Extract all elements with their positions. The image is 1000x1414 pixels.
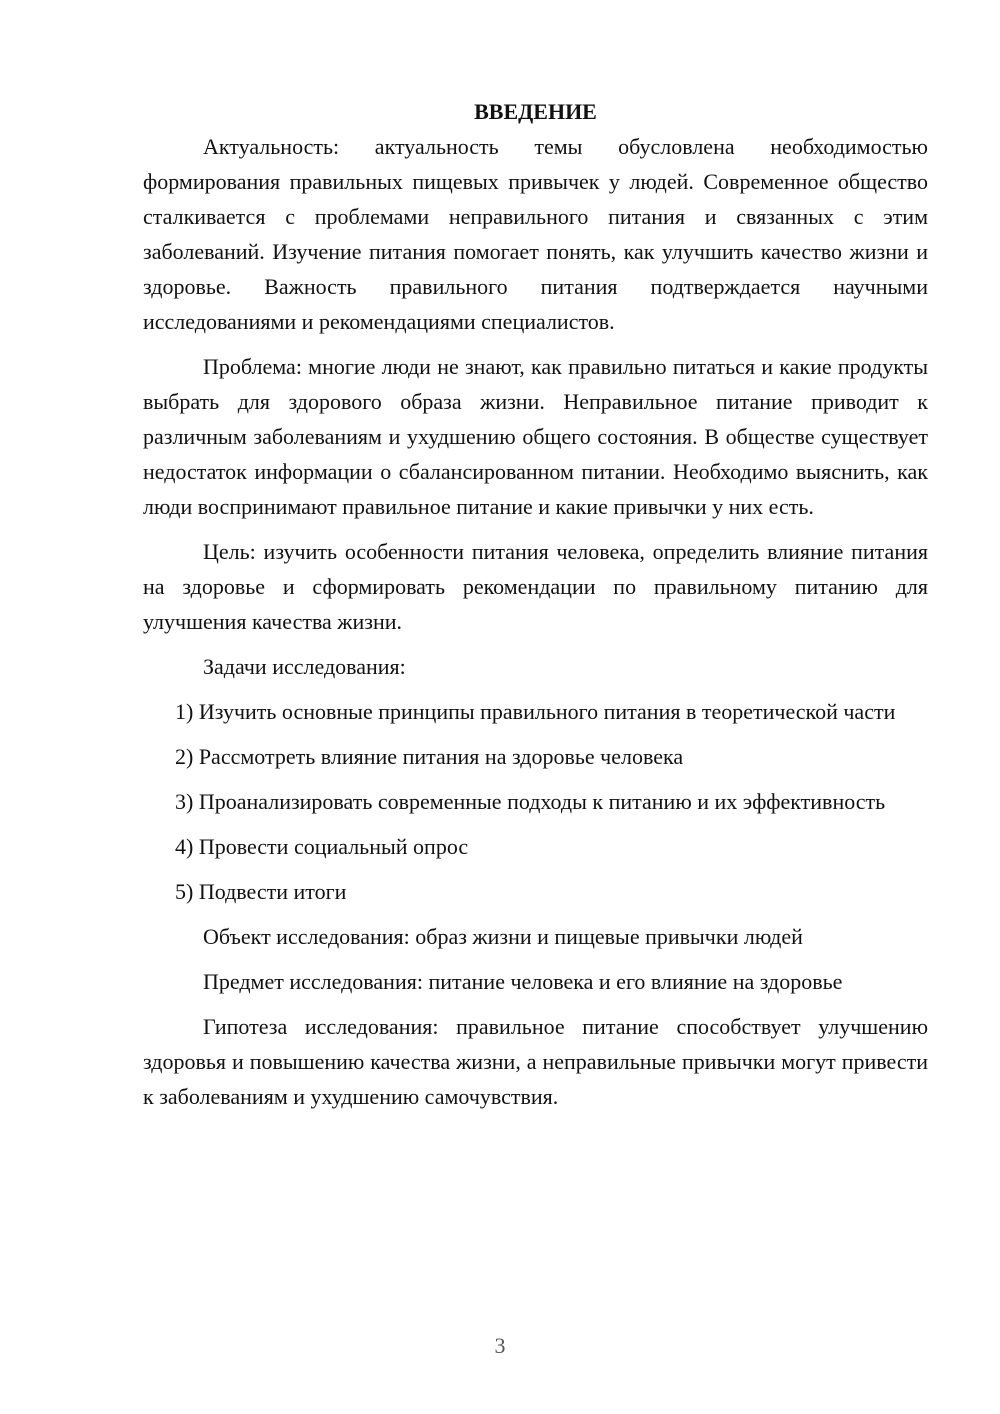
page-content <box>143 94 928 1114</box>
research-hypothesis: Гипотеза исследования: правильное питание способствует улучшению здоровья и повышению качества жизни, а неправильные привычки могут привести к заболеваниям и ухудшению самочувствия. <box>143 1014 928 1109</box>
task-item-2: 2) Рассмотреть влияние питания на здоровье человека <box>175 744 684 769</box>
page-heading: ВВЕДЕНИЕ <box>474 99 597 124</box>
research-subject: Предмет исследования: питание человека и его влияние на здоровье <box>203 969 843 994</box>
tasks-title: Задачи исследования: <box>203 654 406 679</box>
relevance-paragraph: Актуальность: актуальность темы обусловлена необходимостью формирования правильных пищевых привычек у людей. Современное общество сталкивается с проблемами неправильного питания и связанных с этим заболеваний. Изучение питания помогает понять, как улучшить качество жизни и здоровье. Важность правильного питания подтверждается научными исследованиями и рекомендациями специалистов. <box>143 134 928 334</box>
page-number: 3 <box>494 1333 506 1358</box>
problem-paragraph: Проблема: многие люди не знают, как правильно питаться и какие продукты выбрать для здорового образа жизни. Неправильное питание приводит к различным заболеваниям и ухудшению общего состояния. В обществе существует недостаток информации о сбалансированном питании. Необходимо выяснить, как люди воспринимают правильное питание и какие привычки у них есть. <box>143 354 928 519</box>
task-item-1: 1) Изучить основные принципы правильного питания в теоретической части <box>175 699 896 724</box>
research-object: Объект исследования: образ жизни и пищевые привычки людей <box>203 924 803 949</box>
goal-paragraph: Цель: изучить особенности питания человека, определить влияние питания на здоровье и сформировать рекомендации по правильному питанию для улучшения качества жизни. <box>143 539 928 634</box>
task-item-3: 3) Проанализировать современные подходы к питанию и их эффективность <box>175 789 886 814</box>
task-item-4: 4) Провести социальный опрос <box>175 834 469 859</box>
task-item-5: 5) Подвести итоги <box>175 879 347 904</box>
